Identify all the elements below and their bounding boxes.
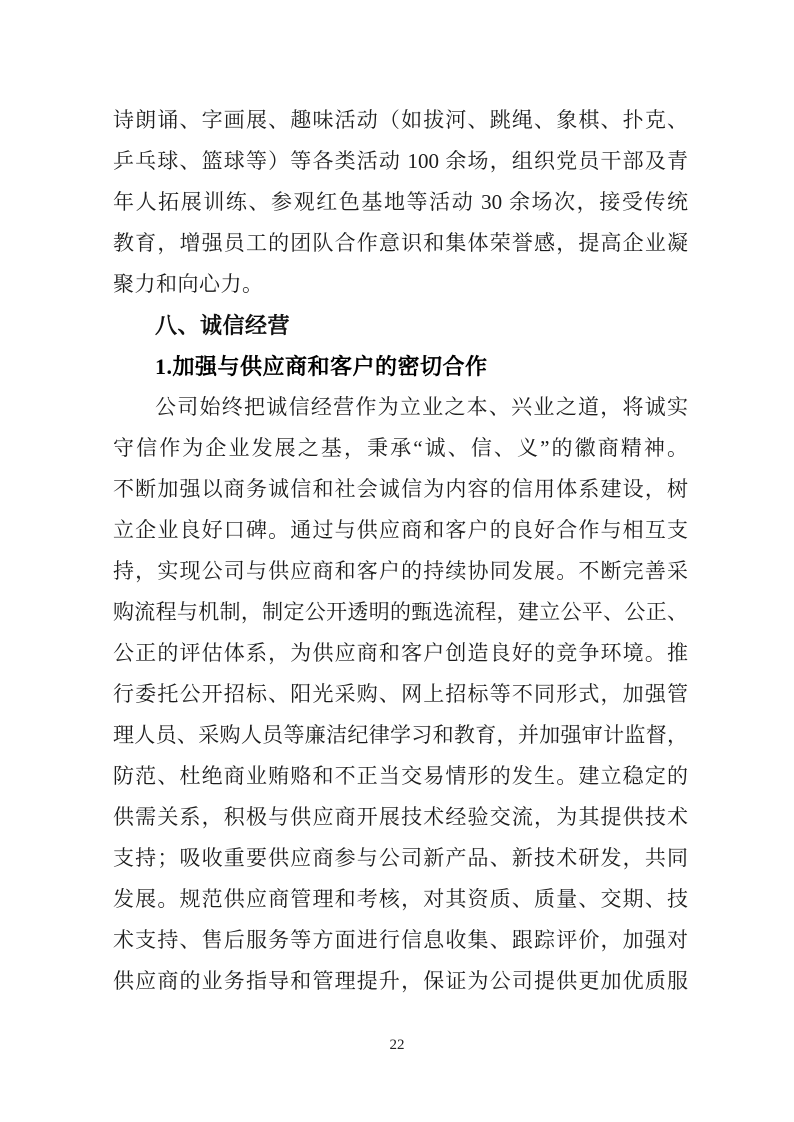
- text-line: 教育，增强员工的团队合作意识和集体荣誉感，提高企业凝: [113, 231, 688, 255]
- text-line: 防范、杜绝商业贿赂和不正当交易情形的发生。建立稳定的: [113, 764, 688, 788]
- sub-heading: 1.加强与供应商和客户的密切合作: [155, 354, 488, 379]
- text-line: 行委托公开招标、阳光采购、网上招标等不同形式，加强管: [113, 682, 688, 706]
- text-line: 购流程与机制，制定公开透明的甄选流程，建立公平、公正、: [113, 600, 688, 624]
- text-line: 年人拓展训练、参观红色基地等活动 30 余场次，接受传统: [113, 190, 688, 214]
- text-line: 供需关系，积极与供应商开展技术经验交流，为其提供技术: [113, 805, 688, 829]
- text-block: [113, 100, 688, 1002]
- text-line: 公司始终把诚信经营作为立业之本、兴业之道，将诚实: [155, 395, 688, 419]
- text-line: 聚力和向心力。: [113, 272, 264, 296]
- text-line: 乒乓球、篮球等）等各类活动 100 余场，组织党员干部及青: [113, 149, 688, 173]
- text-line: 立企业良好口碑。通过与供应商和客户的良好合作与相互支: [113, 518, 688, 542]
- text-line: 不断加强以商务诚信和社会诚信为内容的信用体系建设，树: [113, 477, 688, 501]
- text-line: 理人员、采购人员等廉洁纪律学习和教育，并加强审计监督，: [113, 723, 688, 747]
- section-heading: 八、诚信经营: [155, 313, 291, 338]
- text-line: 持，实现公司与供应商和客户的持续协同发展。不断完善采: [113, 559, 688, 583]
- text-line: 公正的评估体系，为供应商和客户创造良好的竞争环境。推: [113, 641, 688, 665]
- text-line: 守信作为企业发展之基，秉承“诚、信、义”的徽商精神。: [113, 436, 688, 460]
- page-footer: [0, 1036, 794, 1054]
- text-line: 术支持、售后服务等方面进行信息收集、跟踪评价，加强对: [113, 928, 688, 952]
- text-line: 支持；吸收重要供应商参与公司新产品、新技术研发，共同: [113, 846, 688, 870]
- page-number: 22: [389, 1037, 405, 1053]
- text-line: 供应商的业务指导和管理提升，保证为公司提供更加优质服: [113, 969, 688, 993]
- text-line: 发展。规范供应商管理和考核，对其资质、质量、交期、技: [113, 887, 688, 911]
- text-line: 诗朗诵、字画展、趣味活动（如拔河、跳绳、象棋、扑克、: [113, 108, 688, 132]
